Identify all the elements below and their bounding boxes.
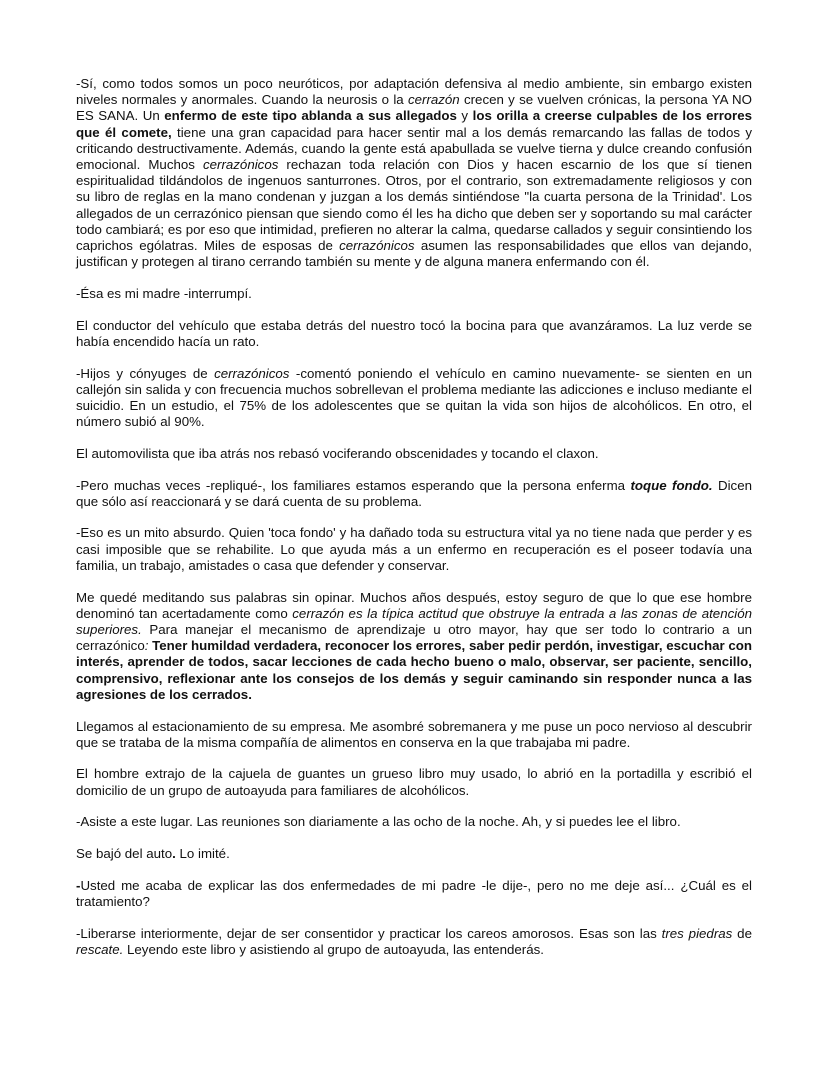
text-segment: -Ésa es mi madre -interrumpí. (76, 285, 252, 301)
text-segment: -Hijos y cónyuges de (76, 365, 215, 381)
text-segment: cerrazón (407, 92, 460, 108)
paragraph (76, 719, 752, 751)
text-segment: -Pero muchas veces -repliqué-, los familiares estamos esperando que la persona enferma (76, 477, 631, 493)
paragraph (76, 926, 752, 958)
text-segment: -Liberarse interiormente, dejar de ser consentidor y practicar los careos amorosos. Esas son las (76, 925, 662, 941)
paragraph (76, 446, 752, 462)
text-segment: cerrazónicos (202, 157, 279, 173)
text-segment: cerrazónicos (214, 365, 290, 381)
document-page (76, 76, 752, 958)
text-segment: El conductor del vehículo que estaba detrás del nuestro tocó la bocina para que avanzáramos. La luz verde se había encendido hacía un rato. (76, 317, 752, 349)
text-segment: : (144, 638, 149, 654)
paragraph (76, 366, 752, 431)
paragraph (76, 878, 752, 910)
text-segment: -comentó poniendo el vehículo en camino nuevamente- se sienten en un callejón sin salida y con frecuencia muchos sobrellevan el problema mediante las adicciones e incluso mediante el suicidio. En un estudio, el 75% de los adolescentes que se quitan la vida son hijos de alcohólicos. En otro, el número subió al 90%. (76, 365, 752, 430)
text-segment: El hombre extrajo de la cajuela de guantes un grueso libro muy usado, lo abrió en la portadilla y escribió el domicilio de un grupo de autoayuda para familiares de alcohólicos. (76, 766, 752, 798)
text-segment: Para manejar el mecanismo de aprendizaje u otro mayor, hay que ser todo lo contrario a un cerrazónico (76, 621, 752, 654)
paragraph (76, 814, 752, 830)
text-segment: Se bajó del auto (76, 846, 173, 862)
text-segment: tiene una gran capacidad para hacer sentir mal a los demás remarcando las fallas de todos y criticando destructivamente. Además, cuando la gente está apabullada se vuelve tierna y dulce creando confusión emocional. Muchos (76, 124, 752, 173)
text-segment: y (456, 108, 473, 124)
text-segment: Leyendo este libro y asistiendo al grupo de autoayuda, las entenderás. (123, 941, 544, 957)
text-segment: tres piedras (661, 925, 733, 941)
text-segment: rechazan toda relación con Dios y hacen escarnio de los que sí tienen espiritualidad tildándolos de ingenuos santurrones. Otros, por el contrario, son extremadamente religiosos y con su libro de reglas en la mano condenan y juzgan a los demás sintiéndose "la cuarta persona de la Trinidad'. Los allegados de un cerrazónico piensan que siendo como él les ha dicho que deben ser y soportando su mal carácter todo cambiará; es por eso que intimidad, prefieren no alterar la calma, quedarse callados y seguir consintiendo los caprichos ególatras. Miles de esposas de (76, 157, 752, 254)
text-segment: -Eso es un mito absurdo. Quien 'toca fondo' y ha dañado toda su estructura vital ya no tiene nada que perder y es casi imposible que se rehabilite. Lo que ayuda más a un enfermo en recuperación es el poseer todavía una familia, un trabajo, amistades o casa que defender y conservar. (76, 525, 752, 573)
text-segment: Me quedé meditando sus palabras sin opinar. Muchos años después, estoy seguro de que lo que ese hombre denominó tan acertadamente como (76, 589, 752, 621)
paragraph (76, 76, 752, 270)
text-segment: -Asiste a este lugar. Las reuniones son diariamente a las ocho de la noche. Ah, y si puedes lee el libro. (76, 814, 681, 830)
text-segment: los orilla a creerse culpables de los errores que él comete, (76, 108, 752, 140)
paragraph (76, 766, 752, 798)
text-segment: cerrazónicos (339, 238, 415, 254)
paragraph (76, 478, 752, 510)
text-segment: rescate. (76, 941, 124, 957)
text-segment: toque fondo. (630, 477, 713, 493)
text-segment: Tener humildad verdadera, reconocer los errores, saber pedir perdón, investigar, escuchar con interés, aprender de todos, sacar lecciones de cada hecho bueno o malo, observar, ser paciente, sencillo, comprensivo, reflexionar ante los consejos de los demás y seguir caminando sin responder nunca a las agresiones de los cerrados. (76, 638, 752, 702)
text-segment: de (732, 925, 752, 941)
paragraph (76, 318, 752, 350)
paragraph (76, 525, 752, 574)
paragraph (76, 286, 752, 302)
text-segment: -Sí, como todos somos un poco neuróticos, por adaptación defensiva al medio ambiente, sin embargo existen niveles normales y anormales. Cuando la neurosis o la (76, 76, 752, 108)
text-segment: Lo imité. (175, 846, 230, 862)
text-segment: Usted me acaba de explicar las dos enfermedades de mi padre -le dije-, pero no me deje así... ¿Cuál es el tratamiento? (76, 877, 752, 909)
text-segment: - (76, 877, 81, 893)
text-segment: Dicen que sólo así reaccionará y se dará cuenta de su problema. (76, 477, 752, 509)
text-segment: El automovilista que iba atrás nos rebasó vociferando obscenidades y tocando el claxon. (76, 445, 599, 461)
text-segment: cerrazón es la típica actitud que obstruye la entrada a las zonas de atención superiores. (76, 605, 752, 637)
text-segment: asumen las responsabilidades que ellos van dejando, justifican y protegen al tirano cerrando también su mente y de alguna manera enfermando con él. (76, 238, 752, 270)
paragraph (76, 846, 752, 862)
text-segment: crecen y se vuelven crónicas, la persona YA NO ES SANA. Un (76, 92, 752, 124)
text-segment: enfermo de este tipo ablanda a sus allegados (164, 108, 457, 124)
text-segment: Llegamos al estacionamiento de su empresa. Me asombré sobremanera y me puse un poco nervioso al descubrir que se trataba de la misma compañía de alimentos en conserva en la que trabajaba mi padre. (76, 718, 752, 750)
paragraph (76, 590, 752, 703)
text-segment: . (172, 846, 176, 862)
